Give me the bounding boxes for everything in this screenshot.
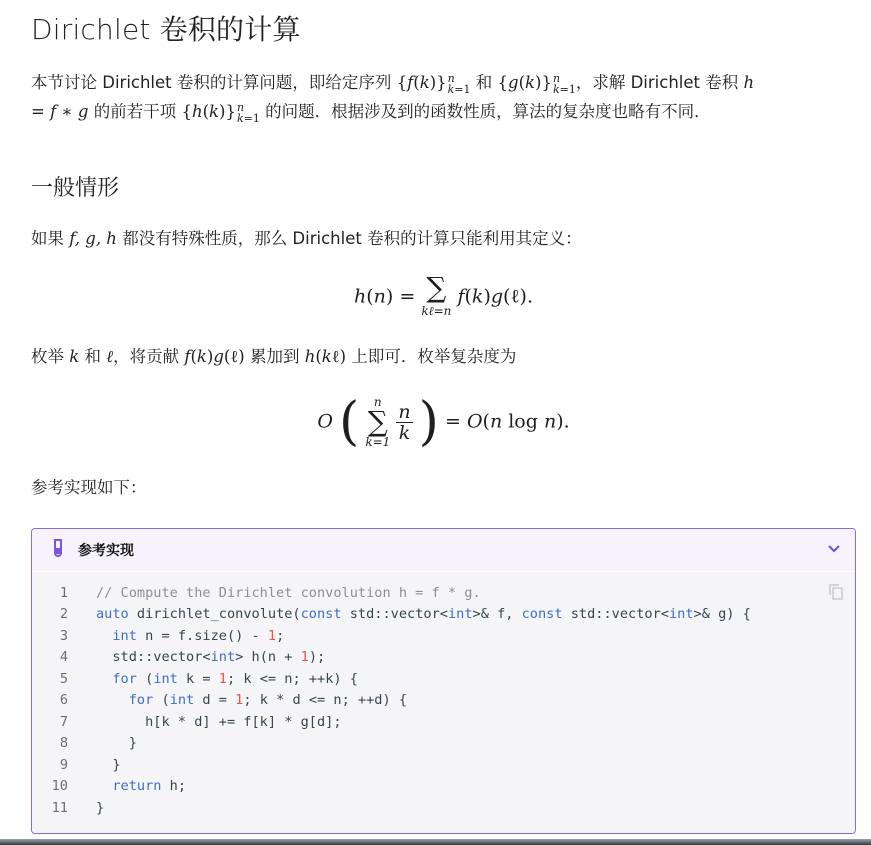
math-l: ℓ [106,347,114,366]
code-line [32,690,855,712]
code-lines [32,582,855,819]
line-number: 11 [51,799,68,816]
line-content: h[k * d] += f[k] * g[d]; [96,713,342,730]
definition-formula: h(n) = ∑ kℓ=n f(k)g(ℓ). [354,271,533,318]
line-content: int n = f.size() - 1; [112,627,285,644]
line-content: for (int d = 1; k * d <= n; ++d) { [128,692,408,709]
code-line [32,625,855,647]
math-contribution: f(k)g(ℓ) [184,347,245,366]
line-number: 5 [59,670,68,687]
enum-text-4: 累加到 [249,347,300,366]
line-number: 3 [59,627,68,644]
intro-text-5: 的问题．根据涉及到的函数性质，算法的复杂度也略有不同． [265,102,711,121]
line-number: 9 [59,756,68,773]
math-k: k [69,347,80,366]
code-line [32,668,855,690]
math-h-seq: {h(k)} n k=1 [181,100,260,125]
line-content: } [96,756,121,773]
math-h: h [743,73,755,92]
code-line [32,733,855,755]
bottom-bar [0,839,871,845]
code-line [32,754,855,776]
line-content: } [96,735,137,752]
complexity-formula: O ( n ∑ k=1 $\frac{n}{k}$ ) = O(n log n). [317,392,570,452]
enum-text-3: ，将贡献 [113,347,180,366]
page-title: Dirichlet 卷积的计算 [31,13,301,46]
code-line [32,604,855,626]
code-line [32,776,855,798]
general-text-2: 都没有特殊性质，那么 Dirichlet 卷积的计算只能利用其定义： [122,229,582,248]
intro-text-1: 本节讨论 Dirichlet 卷积的计算问题，即给定序列 [31,73,392,92]
admonition-header[interactable] [32,529,855,571]
chevron-down-icon[interactable] [827,541,841,560]
intro-text-4: 的前若干项 [93,102,177,121]
copy-icon[interactable] [829,584,843,604]
general-paragraph [31,224,582,253]
line-content: // Compute the Dirichlet convolution h = f * g. [96,584,481,601]
admonition-title: 参考实现 [78,543,134,559]
line-number: 7 [59,713,68,730]
math-g-seq: {g(k)} n k=1 [497,71,576,96]
section-heading: 一般情形 [31,176,120,201]
intro-text-3: ，求解 Dirichlet 卷积 [575,73,739,92]
code-line [32,647,855,669]
math-f-seq: {f(k)} n k=1 [396,71,471,96]
enum-text-1: 枚举 [31,347,64,366]
line-content: } [96,799,105,816]
line-number: 1 [59,584,68,601]
intro-text-2: 和 [475,73,493,92]
math-target: h(kℓ) [304,347,347,366]
reference-intro: 参考实现如下： [31,478,147,497]
enumeration-paragraph [31,342,516,371]
code-line [32,711,855,733]
enum-text-5: 上即可．枚举复杂度为 [351,347,517,366]
test-tube-icon [52,538,64,562]
enum-text-2: 和 [84,347,101,366]
line-content: return h; [112,778,187,795]
line-content: std::vector<int> h(n + 1); [96,649,326,666]
line-number: 4 [59,649,68,666]
code-line [32,797,855,819]
math-conv: = f ∗ g [31,102,89,121]
line-number: 6 [59,692,68,709]
reference-admonition [31,528,856,834]
code-line [32,582,855,604]
line-content: auto dirichlet_convolute(const std::vector<int>& f, const std::vector<int>& g) { [96,606,751,623]
line-number: 2 [59,606,68,623]
line-number: 10 [51,778,68,795]
math-fgh: f, g, h [69,229,117,248]
line-number: 8 [59,735,68,752]
intro-paragraph [31,68,856,126]
general-text-1: 如果 [31,229,64,248]
code-block [32,572,855,833]
line-content: for (int k = 1; k <= n; ++k) { [112,670,358,687]
